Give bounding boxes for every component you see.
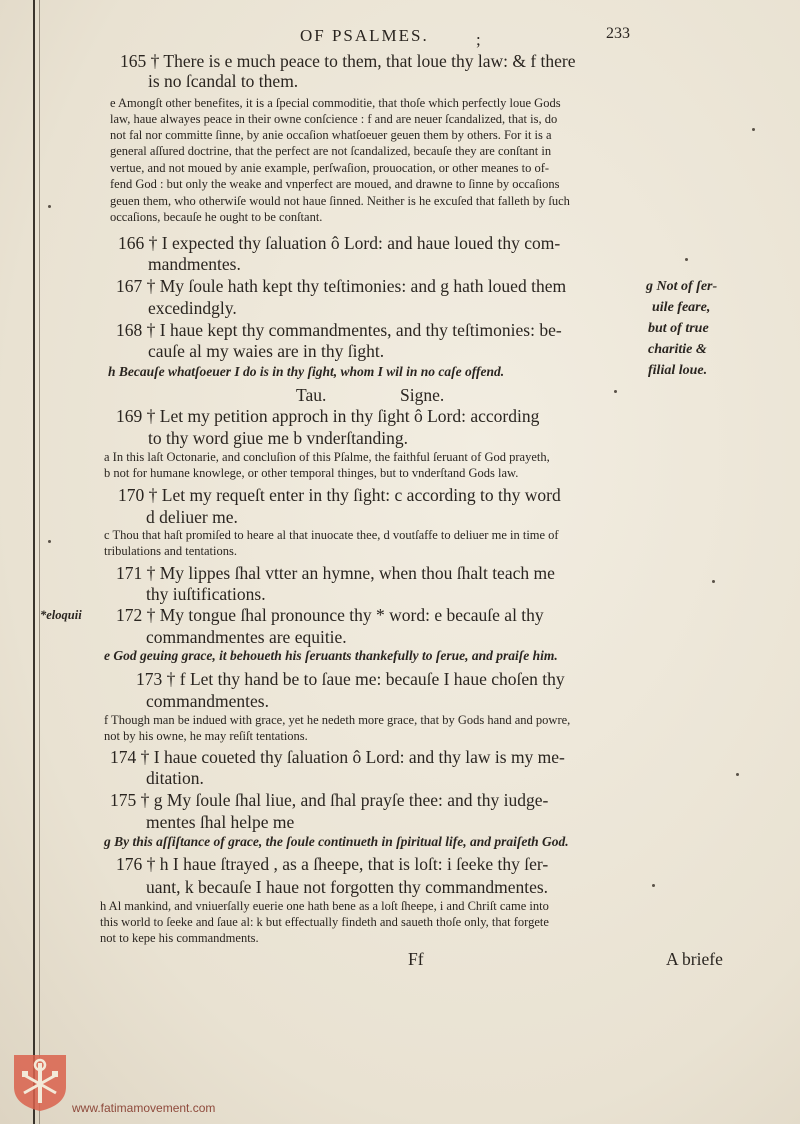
running-head-semicolon: ; — [476, 30, 483, 49]
catchword: A briefe — [666, 949, 723, 969]
speck — [685, 258, 688, 261]
speck — [736, 773, 739, 776]
note-h-line-1: h Al mankind, and vniuerſally euerie one hath bene as a loſt ſheepe, i and Chriſt came into — [100, 899, 549, 913]
page-spine-edge — [39, 0, 40, 1124]
speck — [712, 580, 715, 583]
verse-170-line-2: d deliuer me. — [146, 507, 238, 527]
verse-168-line-1: 168 † I haue kept thy commandmentes, and thy teſtimonies: be- — [116, 320, 562, 340]
verse-172-line-1: 172 † My tongue ſhal pronounce thy * word: e becauſe al thy — [116, 605, 544, 625]
note-e-line-8: occaſions, becauſe he ought to be conſtant. — [110, 210, 323, 224]
note-e-line-7: geuen them, who otherwiſe would not haue ſinned. Neither is he excuſed that falleth by ſuch — [110, 194, 570, 208]
verse-171-line-2: thy iuſtifications. — [146, 584, 266, 604]
note-f-line-2: not by his owne, he may reſiſt tentations. — [104, 729, 308, 743]
speck — [614, 390, 617, 393]
footer-url[interactable]: www.fatimamovement.com — [72, 1101, 216, 1115]
margin-gloss-line-2: uile feare, — [652, 300, 711, 315]
verse-174-line-2: ditation. — [146, 768, 204, 788]
verse-166-line-1: 166 † I expected thy ſaluation ô Lord: and haue loued thy com- — [118, 233, 561, 253]
verse-173-line-2: commandmentes. — [146, 691, 269, 711]
margin-eloquii: *eloquii — [40, 608, 82, 622]
speck — [752, 128, 755, 131]
note-e-grace: e God geuing grace, it behoueth his ſeruants thankefully to ſerue, and praiſe him. — [104, 648, 558, 663]
note-e-line-3: not fal nor committe ſinne, by anie occaſion whatſoeuer geuen them by others. For it is a — [110, 128, 552, 142]
verse-173-line-1: 173 † f Let thy hand be to ſaue me: becauſe I haue choſen thy — [136, 669, 565, 689]
hebrew-letter-meaning: Signe. — [400, 385, 445, 405]
page-number: 233 — [606, 25, 630, 42]
note-e-line-6: fend God : but only the weake and vnperfect are moued, and drawne to ſinne by occaſions — [110, 177, 560, 191]
note-c-line-2: tribulations and tentations. — [104, 544, 237, 558]
note-h-line-2: this world to ſeeke and ſaue al: k but effectually findeth and saueth thoſe only, that forgete — [100, 915, 549, 929]
note-h-line-3: not to kepe his commandments. — [100, 931, 259, 945]
verse-166-line-2: mandmentes. — [148, 254, 241, 274]
margin-gloss-line-4: charitie & — [648, 342, 707, 357]
note-b: b not for humane knowlege, or other temporal thinges, but to vnderſtand Gods law. — [104, 466, 519, 480]
verse-170-line-1: 170 † Let my requeſt enter in thy ſight: c according to thy word — [118, 485, 561, 505]
margin-gloss-line-1: g Not of ſer- — [646, 279, 718, 294]
note-a: a In this laſt Octonarie, and concluſion of this Pſalme, the faithful ſeruant of God prayeth, — [104, 450, 550, 464]
verse-175-line-1: 175 † g My ſoule ſhal liue, and ſhal prayſe thee: and thy iudge- — [110, 790, 549, 810]
speck — [48, 540, 51, 543]
verse-172-line-2: commandmentes are equitie. — [146, 627, 347, 647]
verse-171-line-1: 171 † My lippes ſhal vtter an hymne, when thou ſhalt teach me — [116, 563, 555, 583]
note-e-line-1: e Amongſt other benefites, it is a ſpecial commoditie, that thoſe which perfectly loue Gods — [110, 96, 561, 110]
running-head: OF PSALMES. — [300, 26, 429, 45]
fatima-movement-logo-icon — [12, 1053, 68, 1113]
note-e-line-5: vertue, and not moued by anie example, perſwaſion, prouocation, or other meanes to of- — [110, 161, 550, 175]
note-e-line-2: law, haue alwayes peace in their owne conſcience : f and are neuer ſcandalized, that is, do — [110, 112, 558, 126]
speck — [48, 205, 51, 208]
verse-169-line-2: to thy word giue me b vnderſtanding. — [148, 428, 409, 448]
note-e-line-4: general aſſured doctrine, that the perfect are not ſcandalized, becauſe they are conſtant in — [110, 144, 552, 158]
margin-gloss-line-3: but of true — [648, 321, 709, 336]
verse-176-line-2: uant, k becauſe I haue not forgotten thy commandmentes. — [146, 877, 549, 897]
verse-174-line-1: 174 † I haue coueted thy ſaluation ô Lord: and thy law is my me- — [110, 747, 565, 767]
verse-165-line-1: 165 † There is e much peace to them, that loue thy law: & f there — [120, 51, 576, 71]
verse-175-line-2: mentes ſhal helpe me — [146, 812, 295, 832]
note-c-line-1: c Thou that haſt promiſed to heare al that inuocate thee, d voutſaffe to deliuer me in time of — [104, 528, 559, 542]
verse-168-line-2: cauſe al my waies are in thy ſight. — [148, 341, 385, 361]
note-h: h Becauſe whatſoeuer I do is in thy ſight, whom I wil in no caſe offend. — [108, 364, 505, 379]
note-g: g By this aſſiſtance of grace, the ſoule continueth in ſpiritual life, and praiſeth God. — [104, 834, 569, 849]
verse-167-line-1: 167 † My ſoule hath kept thy teſtimonies: and g hath loued them — [116, 276, 567, 296]
verse-176-line-1: 176 † h I haue ſtrayed , as a ſheepe, that is loſt: i ſeeke thy ſer- — [116, 854, 549, 874]
note-f-line-1: f Though man be indued with grace, yet he nedeth more grace, that by Gods hand and powre, — [104, 713, 571, 727]
hebrew-letter-tau: Tau. — [296, 385, 327, 405]
verse-165-line-2: is no ſcandal to them. — [148, 71, 299, 91]
margin-gloss-line-5: filial loue. — [648, 363, 708, 378]
verse-167-line-2: excedindgly. — [148, 298, 237, 318]
verse-169-line-1: 169 † Let my petition approch in thy ſight ô Lord: according — [116, 406, 540, 426]
page-spine — [33, 0, 35, 1124]
signature-mark: Ff — [408, 949, 424, 969]
speck — [652, 884, 655, 887]
